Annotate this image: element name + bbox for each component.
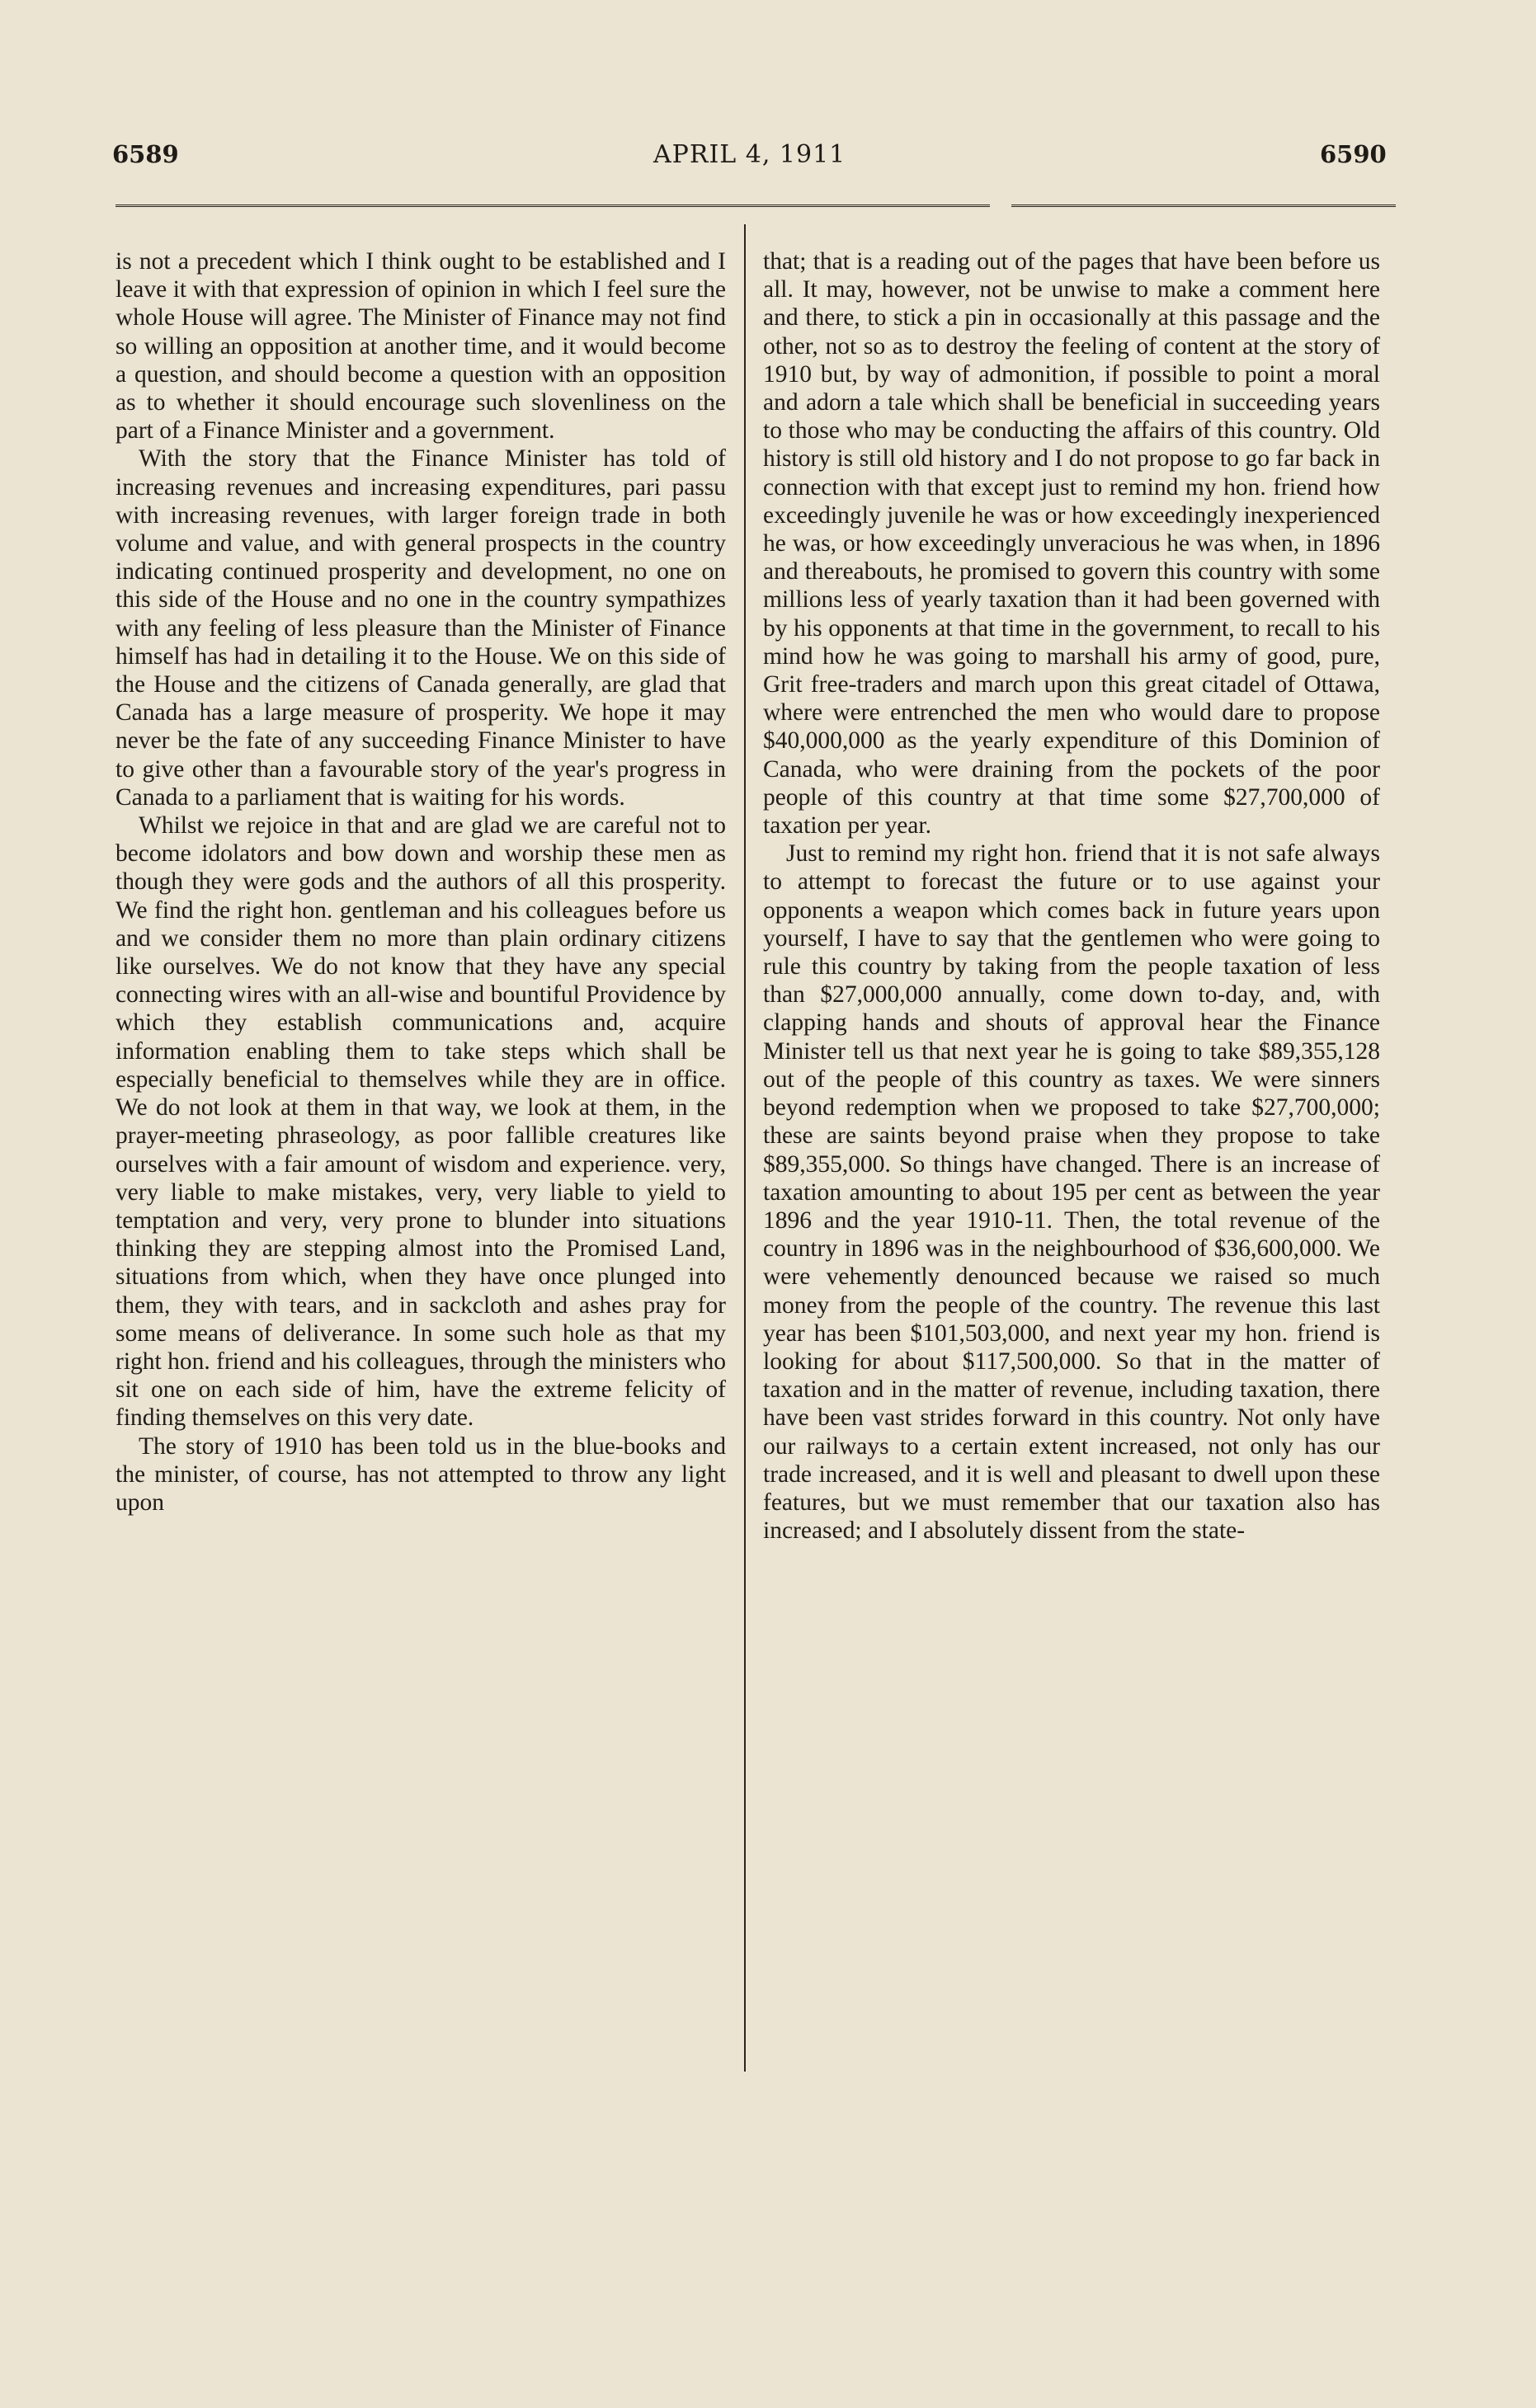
paragraph: is not a precedent which I think ought to be established and I leave it with that expression of opinion in which I feel sure the whole House will agree. The Minister of Finance may not find so willing an opposition at another time, and it would become a question, and should become a question with an opposition as to whether it should encourage such slovenliness on the part of a Finance Minister and a government. bbox=[115, 248, 726, 444]
page-number-left: 6589 bbox=[112, 140, 179, 168]
page-number-right: 6590 bbox=[1320, 140, 1387, 168]
paragraph: With the story that the Finance Minister has told of increasing revenues and increasing expenditures, pari passu with increasing revenues, with larger foreign trade in both volume and value, and with general prospects in the country indicating continued prosperity and development, no one on this side of the House and no one in the country sympathizes with any feeling of less pleasure than the Minister of Finance himself has had in detailing it to the House. We on this side of the House and the citizens of Canada generally, are glad that Canada has a large measure of prosperity. We hope it may never be the fate of any succeeding Finance Minister to have to give other than a favourable story of the year's progress in Canada to a parliament that is waiting for his words. bbox=[115, 445, 726, 811]
header-rule-left bbox=[115, 205, 990, 207]
page-header bbox=[0, 140, 1536, 181]
paragraph: Just to remind my right hon. friend that it is not safe always to attempt to forecast the future or to use against your opponents a weapon which comes back in future years upon yourself, I have to say that the gentlemen who were going to rule this country by taking from the people taxation of less than $27,000,000 annually, come down to-day, and, with clapping hands and shouts of approval hear the Finance Minister tell us that next year he is going to take $89,355,128 out of the people of this country as taxes. We were sinners beyond redemption when we proposed to take $27,700,000; these are saints beyond praise when they propose to take $89,355,000. So things have changed. There is an increase of taxation amounting to about 195 per cent as between the year 1896 and the year 1910-11. Then, the total revenue of the country in 1896 was in the neighbourhood of $36,600,000. We were vehemently denounced because we raised so much money from the people of the country. The revenue this last year has been $101,503,000, and next year my hon. friend is looking for about $117,500,000. So that in the matter of taxation and in the matter of revenue, including taxation, there have been vast strides forward in this country. Not only have our railways to a certain extent increased, not only has our trade increased, and it is well and pleasant to dwell upon these features, but we must remember that our taxation also has increased; and I absolutely dissent from the state- bbox=[763, 840, 1380, 1545]
paragraph: Whilst we rejoice in that and are glad we are careful not to become idolators and bow down and worship these men as though they were gods and the authors of all this prosperity. We find the right hon. gentleman and his colleagues before us and we consider them no more than plain ordinary citizens like ourselves. We do not know that they have any special connecting wires with an all-wise and bountiful Providence by which they establish communications and, acquire information enabling them to take steps which shall be especially beneficial to themselves while they are in office. We do not look at them in that way, we look at them, in the prayer-meeting phraseology, as poor fallible creatures like ourselves with a fair amount of wisdom and experience. very, very liable to make mistakes, very, very liable to yield to temptation and very, very prone to blunder into situations thinking they are stepping almost into the Promised Land, situations from which, when they have once plunged into them, they with tears, and in sackcloth and ashes pray for some means of deliverance. In some such hole as that my right hon. friend and his colleagues, through the ministers who sit one on each side of him, have the extreme felicity of finding themselves on this very date. bbox=[115, 812, 726, 1432]
header-rule-right bbox=[1011, 205, 1396, 207]
right-column bbox=[763, 247, 1380, 1545]
page-date: APRIL 4, 1911 bbox=[653, 140, 846, 169]
column-divider bbox=[744, 224, 746, 2072]
left-column bbox=[115, 247, 726, 1517]
paragraph: The story of 1910 has been told us in the blue-books and the minister, of course, has not attempted to throw any light upon bbox=[115, 1432, 726, 1516]
paragraph: that; that is a reading out of the pages that have been before us all. It may, however, not be unwise to make a comment here and there, to stick a pin in occasionally at this passage and the other, not so as to destroy the feeling of content at the story of 1910 but, by way of admonition, if possible to point a moral and adorn a tale which shall be beneficial in succeeding years to those who may be conducting the affairs of this country. Old history is still old history and I do not propose to go far back in connection with that except just to remind my hon. friend how exceedingly juvenile he was or how exceedingly inexperienced he was, or how exceedingly unveracious he was when, in 1896 and thereabouts, he promised to govern this country with some millions less of yearly taxation than it had been governed with by his opponents at that time in the government, to recall to his mind how he was going to marshall his army of good, pure, Grit free-traders and march upon this great citadel of Ottawa, where were entrenched the men who would dare to propose $40,000,000 as the yearly expenditure of this Dominion of Canada, who were draining from the pockets of the poor people of this country at that time some $27,700,000 of taxation per year. bbox=[763, 248, 1380, 840]
